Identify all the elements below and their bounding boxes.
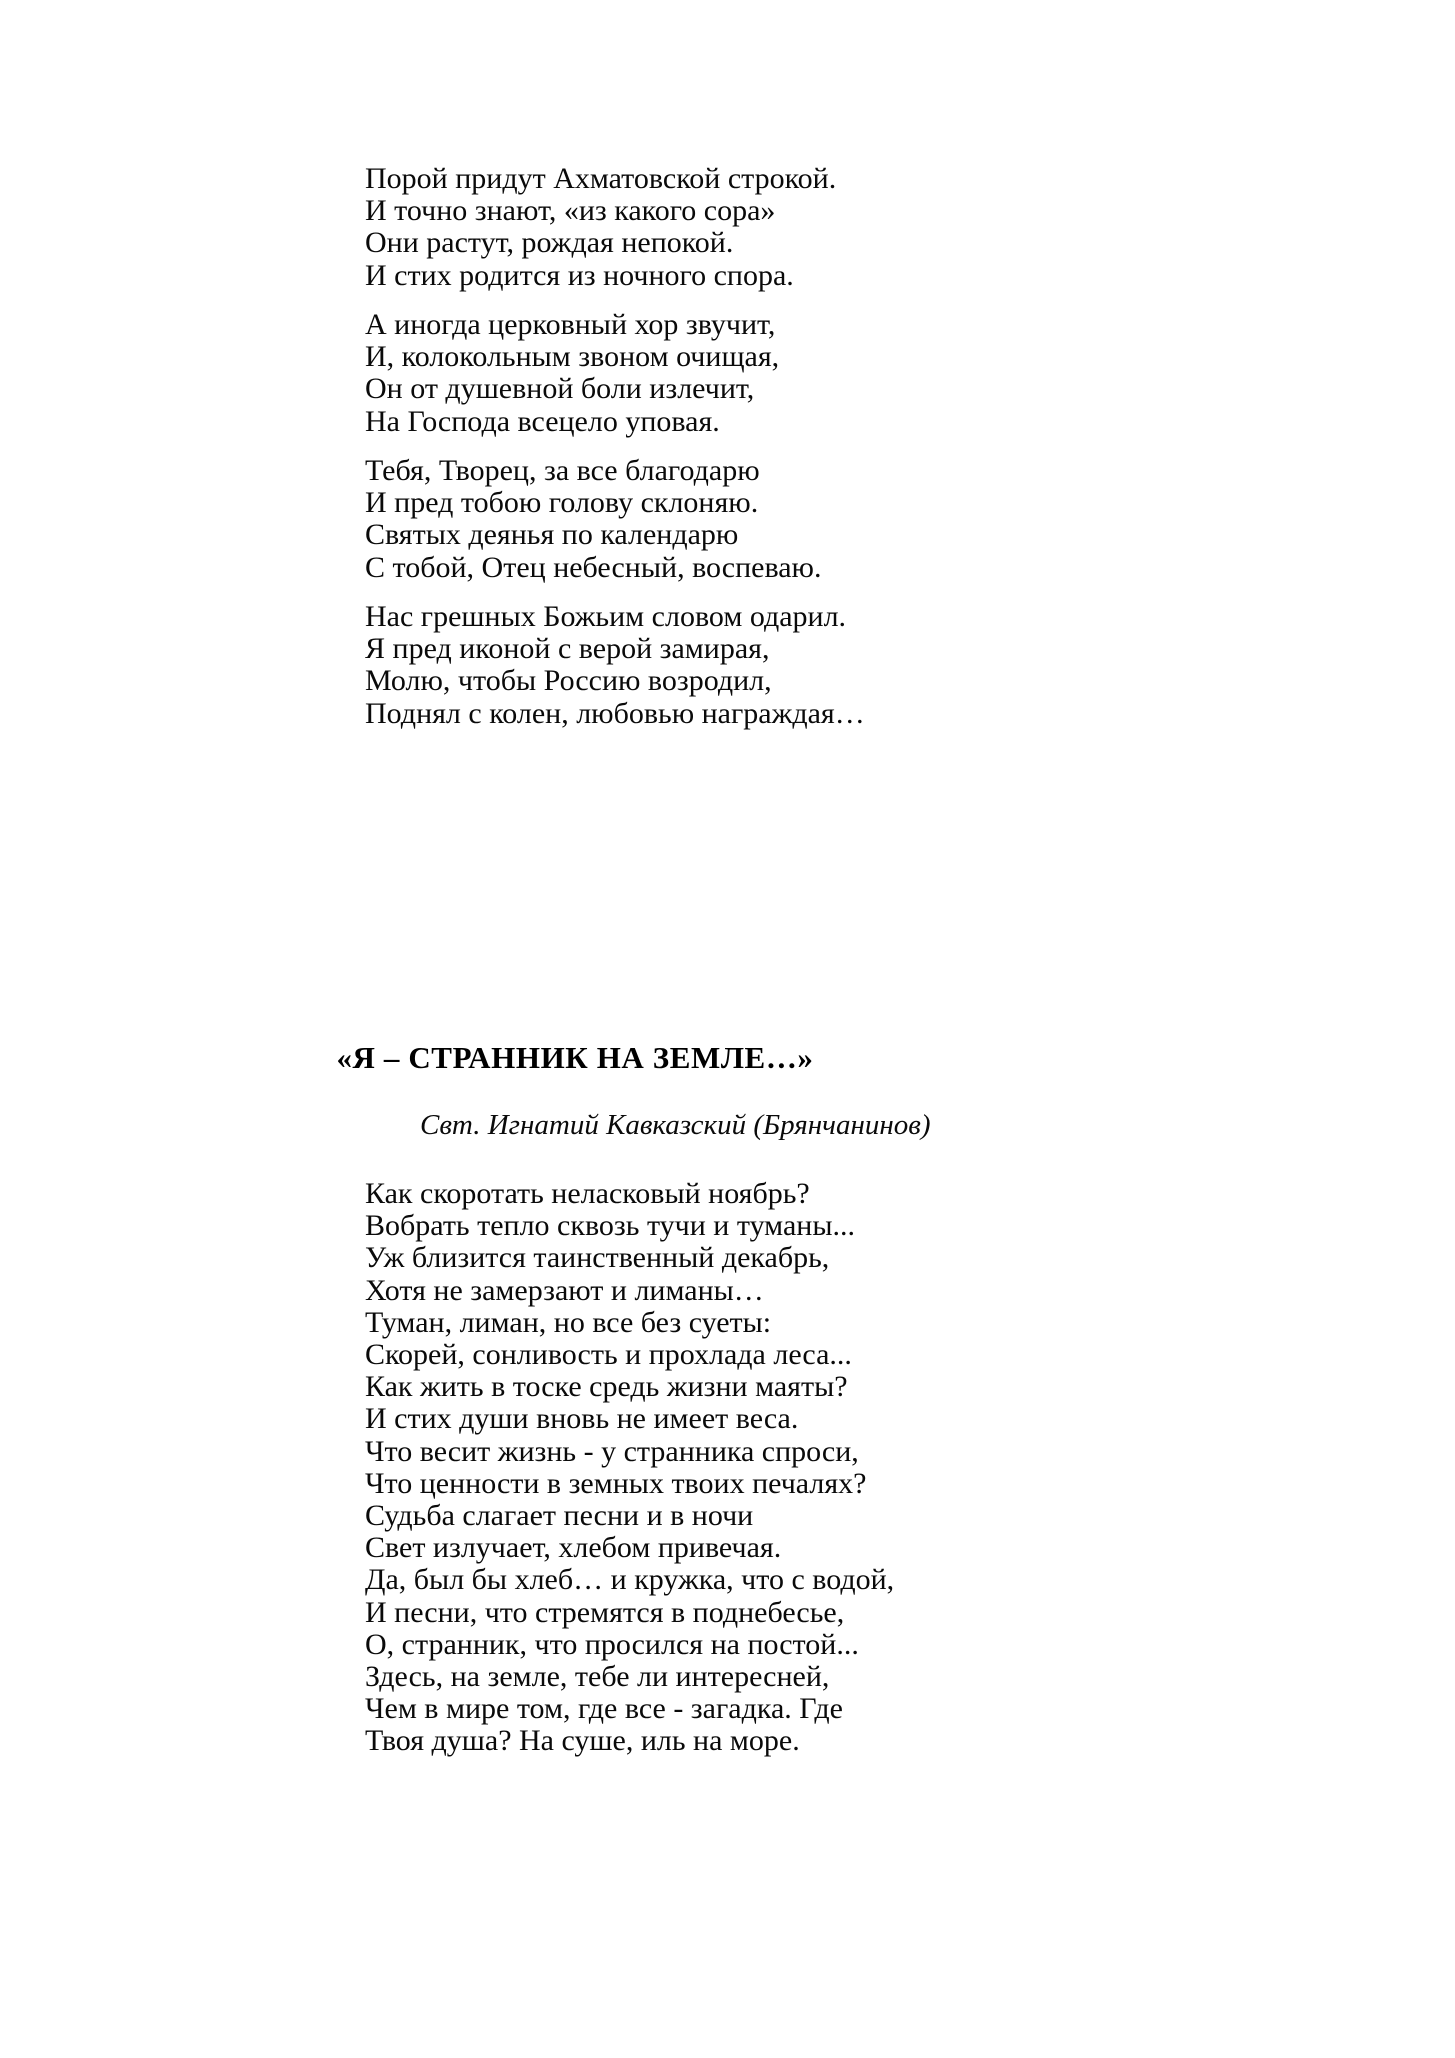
verse-line: И точно знают, «из какого сора»: [365, 194, 776, 228]
verse-line: Что ценности в земных твоих печалях?: [365, 1466, 867, 1500]
verse-line: Поднял с колен, любовью награждая…: [365, 696, 865, 730]
poem-two-attribution: Свт. Игнатий Кавказский (Брянчанинов): [420, 1109, 931, 1141]
verse-line: И стих родится из ночного спора.: [365, 258, 794, 292]
verse-line: Тебя, Творец, за все благодарю: [365, 454, 760, 487]
verse-line: Я пред иконой с верой замирая,: [365, 632, 770, 666]
verse-line: Как скоротать неласковый ноябрь?: [365, 1177, 810, 1210]
verse-line: Чем в мире том, где все - загадка. Где: [365, 1692, 843, 1726]
verse-line: И пред тобою голову склоняю.: [365, 486, 759, 520]
verse-line: И стих души вновь не имеет веса.: [365, 1402, 799, 1436]
poem-one-stanza-3: [365, 455, 1165, 584]
verse-line: Хотя не замерзают и лиманы…: [365, 1273, 764, 1307]
verse-line: Судьба слагает песни и в ночи: [365, 1499, 754, 1533]
verse-line: Твоя душа? На суше, иль на море.: [365, 1724, 800, 1758]
verse-line: На Господа всецело уповая.: [365, 404, 720, 438]
verse-line: Молю, чтобы Россию возродил,: [365, 664, 772, 698]
poem-two-stanza-1: [365, 1178, 1165, 1758]
poem-two-title: «Я – СТРАННИК НА ЗЕМЛЕ…»: [336, 1040, 814, 1075]
verse-line: И песни, что стремятся в поднебесье,: [365, 1595, 845, 1629]
verse-line: Святых деянья по календарю: [365, 518, 739, 552]
poem-one-stanza-4: [365, 601, 1165, 730]
verse-line: Скорей, сонливость и прохлада леса...: [365, 1338, 852, 1372]
verse-line: Вобрать тепло сквозь тучи и туманы...: [365, 1209, 855, 1243]
verse-line: И, колокольным звоном очищая,: [365, 340, 780, 374]
poem-one-stanza-2: [365, 309, 1165, 438]
verse-line: Свет излучает, хлебом привечая.: [365, 1531, 782, 1565]
verse-line: Что весит жизнь - у странника спроси,: [365, 1434, 859, 1468]
verse-line: Туман, лиман, но все без суеты:: [365, 1305, 772, 1339]
verse-line: С тобой, Отец небесный, воспеваю.: [365, 550, 822, 584]
verse-line: Здесь, на земле, тебе ли интересней,: [365, 1660, 830, 1694]
poem-one-stanza-1: [365, 163, 1165, 292]
verse-line: Уж близится таинственный декабрь,: [365, 1241, 830, 1275]
verse-line: Он от душевной боли излечит,: [365, 372, 755, 406]
verse-line: Нас грешных Божьим словом одарил.: [365, 600, 847, 633]
verse-line: Как жить в тоске средь жизни маяты?: [365, 1370, 848, 1404]
verse-line: О, странник, что просился на постой...: [365, 1627, 859, 1661]
verse-line: Да, был бы хлеб… и кружка, что с водой,: [365, 1563, 895, 1597]
verse-line: Порой придут Ахматовской строкой.: [365, 162, 837, 195]
verse-line: Они растут, рождая непокой.: [365, 226, 734, 260]
verse-line: А иногда церковный хор звучит,: [365, 308, 776, 341]
